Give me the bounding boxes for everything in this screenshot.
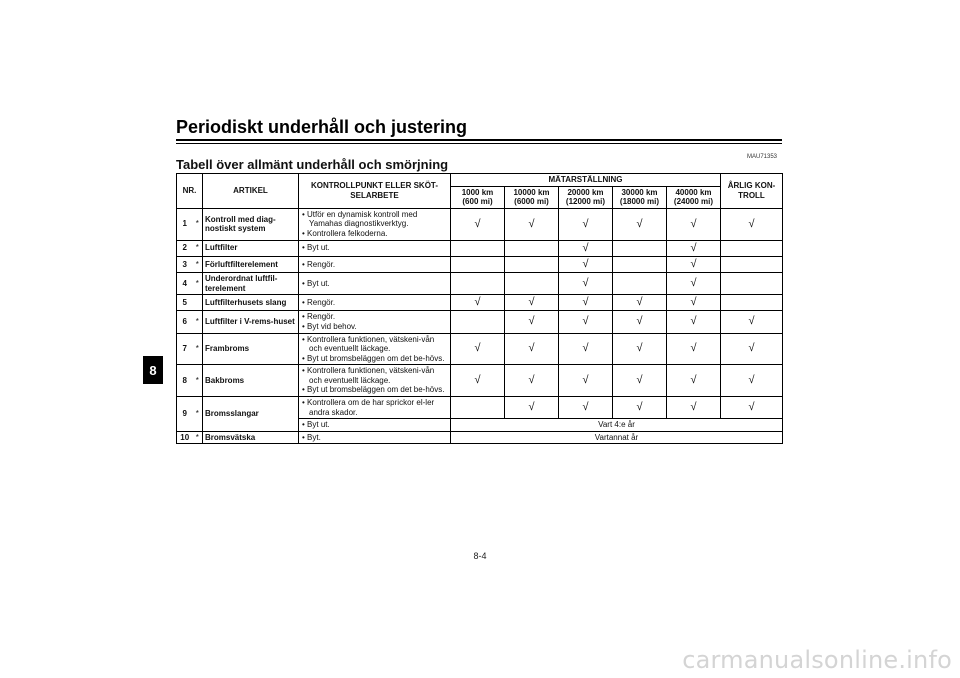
check-mark: √ [559,208,613,240]
check-mark: √ [505,311,559,333]
table-row [177,431,783,444]
row-number: 9 [177,397,193,432]
page-title: Periodiskt underhåll och justering [176,117,468,137]
check-mark: √ [667,333,721,365]
check-mark: √ [667,240,721,256]
row-item: Bakbroms [203,365,299,397]
check-mark: √ [451,333,505,365]
check-mark: √ [667,397,721,419]
section-title: Tabell över allmänt underhåll och smörjning [176,157,449,172]
header-interval: 10000 km (6000 mi) [505,186,559,208]
row-number: 10 [177,431,193,444]
row-number: 4 [177,272,193,294]
check-mark: √ [667,272,721,294]
check-mark: √ [667,208,721,240]
row-points: • Rengör. • Byt vid behov. [299,311,451,333]
check-mark: √ [667,295,721,311]
row-points: • Kontrollera om de har sprickor el-ler andra skador. [299,397,451,419]
row-item: Luftfilter i V-rems-huset [203,311,299,333]
header-matarstallning: MÄTARSTÄLLNING [451,174,721,187]
check-mark: √ [613,397,667,419]
table-row [177,208,783,240]
row-points: • Rengör. [299,256,451,272]
interval-text: Vart 4:e år [451,419,783,432]
check-mark: √ [559,333,613,365]
table-row [177,256,783,272]
check-mark: √ [667,311,721,333]
table-row [177,295,783,311]
check-mark: √ [721,311,783,333]
chapter-tab[interactable]: 8 [143,356,163,384]
row-points: • Utför en dynamisk kontroll med Yamahas diagnostikverktyg. • Kontrollera felkoderna. [299,208,451,240]
row-item: Bromsvätska [203,431,299,444]
check-mark: √ [451,365,505,397]
table-row [177,333,783,365]
check-mark: √ [505,397,559,419]
row-star: * [193,240,203,256]
header-interval: 20000 km (12000 mi) [559,186,613,208]
row-points: • Byt ut. [299,272,451,294]
row-star: * [193,333,203,365]
row-star: * [193,256,203,272]
interval-text: Vartannat år [451,431,783,444]
row-star: * [193,397,203,432]
row-item: Bromsslangar [203,397,299,432]
watermark: carmanualsonline.info [682,646,952,674]
check-mark: √ [505,295,559,311]
row-points: • Kontrollera funktionen, vätskeni-vån och eventuellt läckage. • Byt ut bromsbeläggen om det be-hövs. [299,333,451,365]
check-mark: √ [667,365,721,397]
check-mark: √ [505,333,559,365]
header-interval: 30000 km (18000 mi) [613,186,667,208]
check-mark: √ [451,208,505,240]
check-mark: √ [613,365,667,397]
check-mark: √ [559,256,613,272]
row-item: Kontroll med diag-nostiskt system [203,208,299,240]
check-mark: √ [559,397,613,419]
check-mark: √ [721,365,783,397]
table-row [177,365,783,397]
check-mark: √ [559,311,613,333]
table-row [177,397,783,419]
header-interval: 40000 km (24000 mi) [667,186,721,208]
row-number: 8 [177,365,193,397]
check-mark: √ [721,208,783,240]
table-row [177,272,783,294]
maintenance-table [176,173,783,444]
check-mark: √ [505,208,559,240]
table-row [177,240,783,256]
row-star: * [193,431,203,444]
row-star: * [193,208,203,240]
row-points: • Kontrollera funktionen, vätskeni-vån och eventuellt läckage. • Byt ut bromsbeläggen om det be-hövs. [299,365,451,397]
check-mark: √ [613,295,667,311]
check-mark: √ [559,240,613,256]
check-mark: √ [559,272,613,294]
row-star: * [193,365,203,397]
title-rule-thin [176,143,782,144]
row-item: Frambroms [203,333,299,365]
check-mark: √ [505,365,559,397]
row-star: * [193,272,203,294]
row-item: Förluftfilterelement [203,256,299,272]
row-points: • Byt ut. [299,240,451,256]
row-points: • Byt. [299,431,451,444]
check-mark: √ [721,397,783,419]
header-nr: NR. [177,174,203,209]
row-item: Underordnat luftfil-terelement [203,272,299,294]
row-number: 1 [177,208,193,240]
check-mark: √ [559,295,613,311]
document-code: MAU71353 [747,154,778,160]
header-kontrollpunkt: KONTROLLPUNKT ELLER SKÖT-SELARBETE [299,174,451,209]
header-interval: 1000 km (600 mi) [451,186,505,208]
row-points: • Byt ut. [299,419,451,432]
row-item: Luftfilterhusets slang [203,295,299,311]
check-mark: √ [721,333,783,365]
header-arlig-kontroll: ÅRLIG KON-TROLL [721,174,783,209]
row-number: 7 [177,333,193,365]
check-mark: √ [667,256,721,272]
row-star [193,295,203,311]
check-mark: √ [451,295,505,311]
check-mark: √ [559,365,613,397]
row-number: 3 [177,256,193,272]
row-number: 6 [177,311,193,333]
header-artikel: ARTIKEL [203,174,299,209]
row-item: Luftfilter [203,240,299,256]
table-row [177,311,783,333]
check-mark: √ [613,333,667,365]
check-mark: √ [613,208,667,240]
title-rule [176,139,782,141]
row-star: * [193,311,203,333]
check-mark: √ [613,311,667,333]
page-number: 8-4 [473,551,487,561]
row-points: • Rengör. [299,295,451,311]
row-number: 5 [177,295,193,311]
row-number: 2 [177,240,193,256]
